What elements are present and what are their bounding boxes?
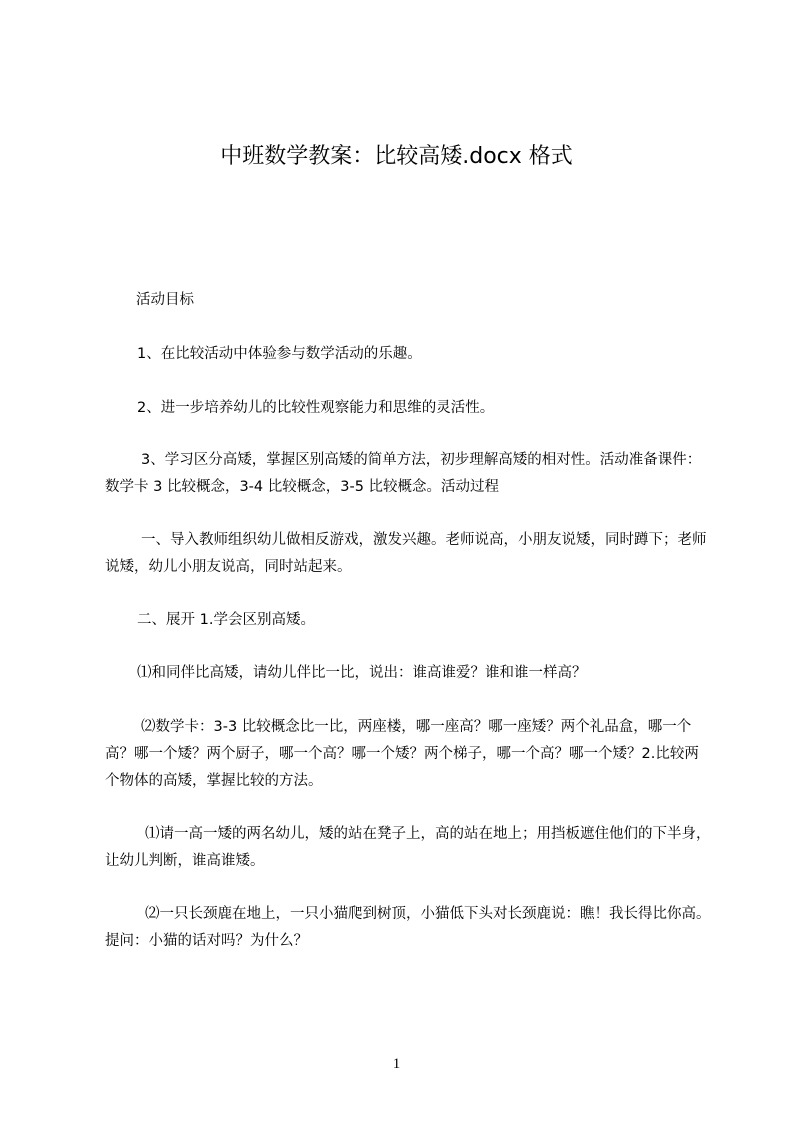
paragraph-step-1: 一、导入教师组织幼儿做相反游戏，激发兴趣。老师说高，小朋友说矮，同时蹲下；老师说矮，幼儿小朋友说高，同时站起来。 (105, 532, 707, 575)
paragraph-step-2-2: ⑵数学卡：3-3 比较概念比一比，两座楼，哪一座高？哪一座矮？两个礼品盒，哪一个高？哪一个矮？两个厨子，哪一个高？哪一个矮？两个梯子，哪一个高？哪一个矮？2.比较两个物体的高矮，掌握比较的方法。 (105, 719, 699, 789)
paragraph-goal-3: 3、学习区分高矮，掌握区别高矮的简单方法，初步理解高矮的相对性。活动准备课件：数学卡 3 比较概念，3-4 比较概念，3-5 比较概念。活动过程 (105, 452, 702, 495)
paragraph-step-2-1: ⑴和同伴比高矮，请幼儿伴比一比，说出：谁高谁爱？谁和谁一样高？ (137, 665, 587, 681)
paragraph-step-2: 二、展开 1.学会区别高矮。 (137, 612, 315, 628)
document-title: 中班数学教案：比较高矮.docx 格式 (220, 144, 573, 169)
paragraph-goal-2: 2、进一步培养幼儿的比较性观察能力和思维的灵活性。 (137, 400, 495, 416)
section-heading: 活动目标 (136, 292, 194, 308)
paragraph-goal-1: 1、在比较活动中体验参与数学活动的乐趣。 (137, 346, 422, 362)
page-number: 1 (392, 1056, 401, 1072)
paragraph-step-3-2: ⑵一只长颈鹿在地上，一只小猫爬到树顶，小猫低下头对长颈鹿说：瞧！我长得比你高。提问：小猫的话对吗？为什么？ (105, 906, 711, 949)
paragraph-step-3-1: ⑴请一高一矮的两名幼儿，矮的站在凳子上，高的站在地上；用挡板遮住他们的下半身，让幼儿判断，谁高谁矮。 (105, 826, 711, 869)
